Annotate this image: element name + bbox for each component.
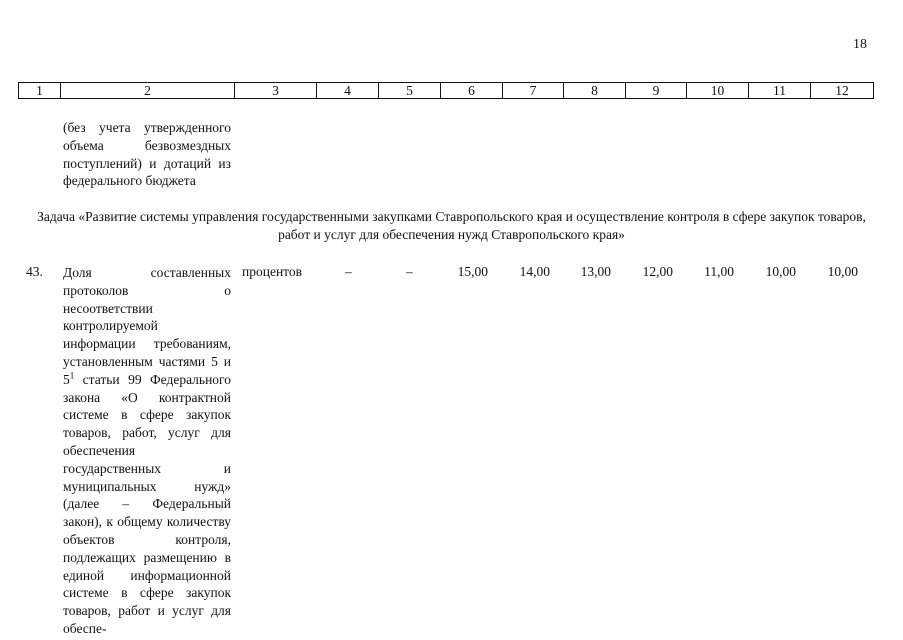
value-col-5: – — [406, 264, 413, 279]
column-number-6: 6 — [441, 83, 503, 99]
column-number-1: 1 — [19, 83, 61, 99]
column-number-5: 5 — [379, 83, 441, 99]
value-col-6: 15,00 — [457, 264, 488, 279]
indicator-text-part1: Доля составленных протоколов о несоответствии контролируемой информации требованиям, установленным частями 5 и 5 — [63, 265, 231, 387]
task-heading: Задача «Развитие системы управления государственными закупками Ставропольского края и осуществление контроля в сфере закупок товаров, работ и услуг для обеспечения нужд Ставропольского края» — [37, 209, 866, 242]
unit-cell: процентов — [242, 264, 303, 279]
value-col-8: 13,00 — [580, 264, 611, 279]
page-number: 18 — [853, 37, 867, 52]
value-col-12: 10,00 — [827, 264, 858, 279]
value-col-9: 12,00 — [642, 264, 673, 279]
column-number-7: 7 — [503, 83, 564, 99]
column-number-12: 12 — [811, 83, 874, 99]
column-number-11: 11 — [749, 83, 811, 99]
column-number-header — [18, 82, 874, 99]
value-col-7: 14,00 — [519, 264, 550, 279]
continuation-text: (без учета утвержденного объема безвозмездных поступлений) и дотаций из федерального бюджета — [63, 120, 231, 189]
indicator-text — [63, 264, 231, 638]
column-number-9: 9 — [626, 83, 687, 99]
value-col-4: – — [345, 264, 352, 279]
column-number-3: 3 — [235, 83, 317, 99]
indicator-text-part2: статьи 99 Федерального закона «О контрактной системе в сфере закупок товаров, работ, услуг для обеспечения государственных и муниципальных нужд» (далее – Федеральный закон), к общему количеству объектов контроля, подлежащих размещению в единой информационной системе в сфере закупок товаров, работ и услуг для обеспе- — [63, 371, 231, 636]
column-number-8: 8 — [564, 83, 626, 99]
column-number-4: 4 — [317, 83, 379, 99]
indicator-superscript: 1 — [69, 370, 75, 381]
row-number: 43. — [26, 264, 43, 279]
value-col-10: 11,00 — [704, 264, 734, 279]
column-number-10: 10 — [687, 83, 749, 99]
value-col-11: 10,00 — [765, 264, 796, 279]
column-number-2: 2 — [61, 83, 235, 99]
